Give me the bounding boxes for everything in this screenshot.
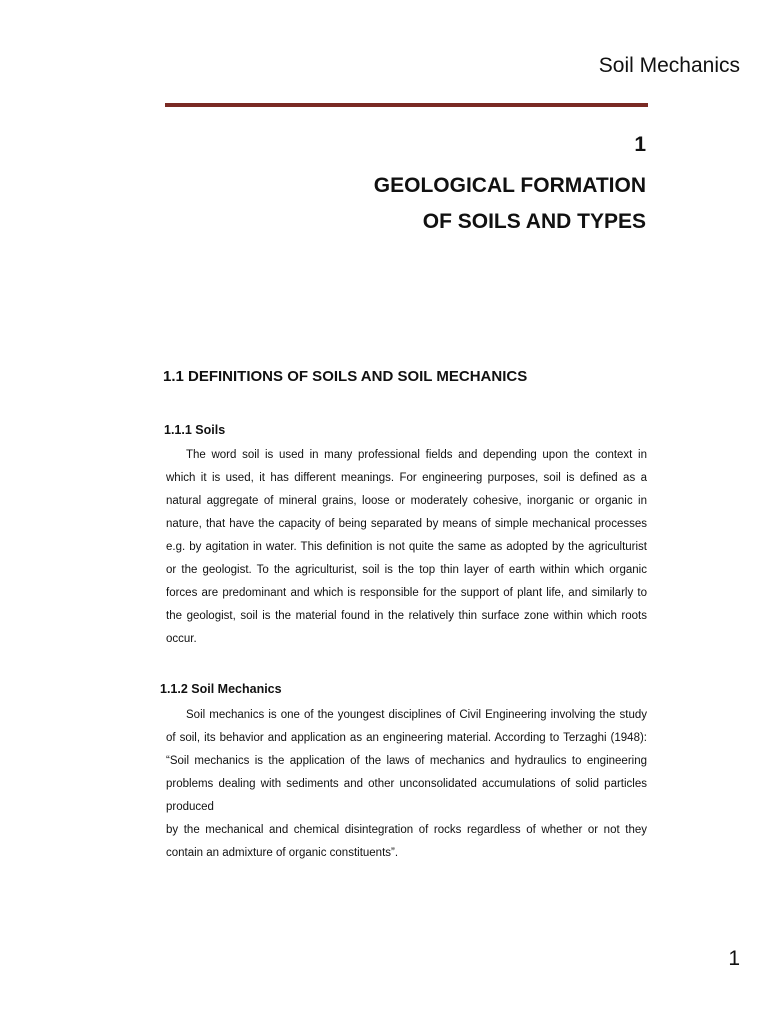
- paragraph-soils: [166, 444, 647, 651]
- paragraph-line: of soil, its behavior and application as an engineering material. According to Terzaghi (1948):: [166, 732, 647, 744]
- paragraph-line: Soil mechanics is one of the youngest disciplines of Civil Engineering involving the study: [186, 709, 647, 721]
- paragraph-line: The word soil is used in many professional fields and depending upon the context in: [186, 449, 647, 461]
- subsection-heading-soil-mechanics: 1.1.2 Soil Mechanics: [160, 682, 282, 696]
- chapter-title-line-2: OF SOILS AND TYPES: [422, 210, 646, 233]
- chapter-number: 1: [634, 133, 646, 156]
- paragraph-line: nature, that have the capacity of being separated by means of simple mechanical processes: [166, 518, 647, 530]
- subsection-heading-soils: 1.1.1 Soils: [164, 423, 226, 437]
- section-heading: 1.1 DEFINITIONS OF SOILS AND SOIL MECHANICS: [163, 368, 528, 385]
- page-number: 1: [728, 947, 740, 970]
- paragraph-line: which it is used, it has different meanings. For engineering purposes, soil is defined as a: [166, 472, 647, 484]
- running-header: Soil Mechanics: [598, 54, 740, 77]
- chapter-title-line-1: GEOLOGICAL FORMATION: [373, 174, 646, 197]
- paragraph-line: problems dealing with sediments and other unconsolidated accumulations of solid particles: [166, 778, 647, 790]
- paragraph-line: by the mechanical and chemical disintegration of rocks regardless of whether or not they: [166, 824, 647, 836]
- header-rule: [165, 103, 648, 107]
- paragraph-line: contain an admixture of organic constituents”.: [166, 847, 399, 859]
- chapter-title: [374, 168, 646, 240]
- paragraph-line: or the geologist. To the agriculturist, soil is the top thin layer of earth within which organic: [166, 564, 647, 576]
- paragraph-line: forces are predominant and which is responsible for the support of plant life, and similarly to: [166, 587, 647, 599]
- paragraph-line: produced: [166, 801, 214, 813]
- paragraph-line: the geologist, soil is the material found in the relatively thin surface zone within which roots: [166, 610, 647, 622]
- paragraph-soil-mechanics: [166, 704, 647, 865]
- paragraph-line: natural aggregate of mineral grains, loose or moderately cohesive, inorganic or organic in: [166, 495, 647, 507]
- paragraph-line: e.g. by agitation in water. This definition is not quite the same as adopted by the agriculturist: [166, 541, 647, 553]
- paragraph-line: occur.: [166, 633, 197, 645]
- paragraph-line: “Soil mechanics is the application of the laws of mechanics and hydraulics to engineering: [166, 755, 647, 767]
